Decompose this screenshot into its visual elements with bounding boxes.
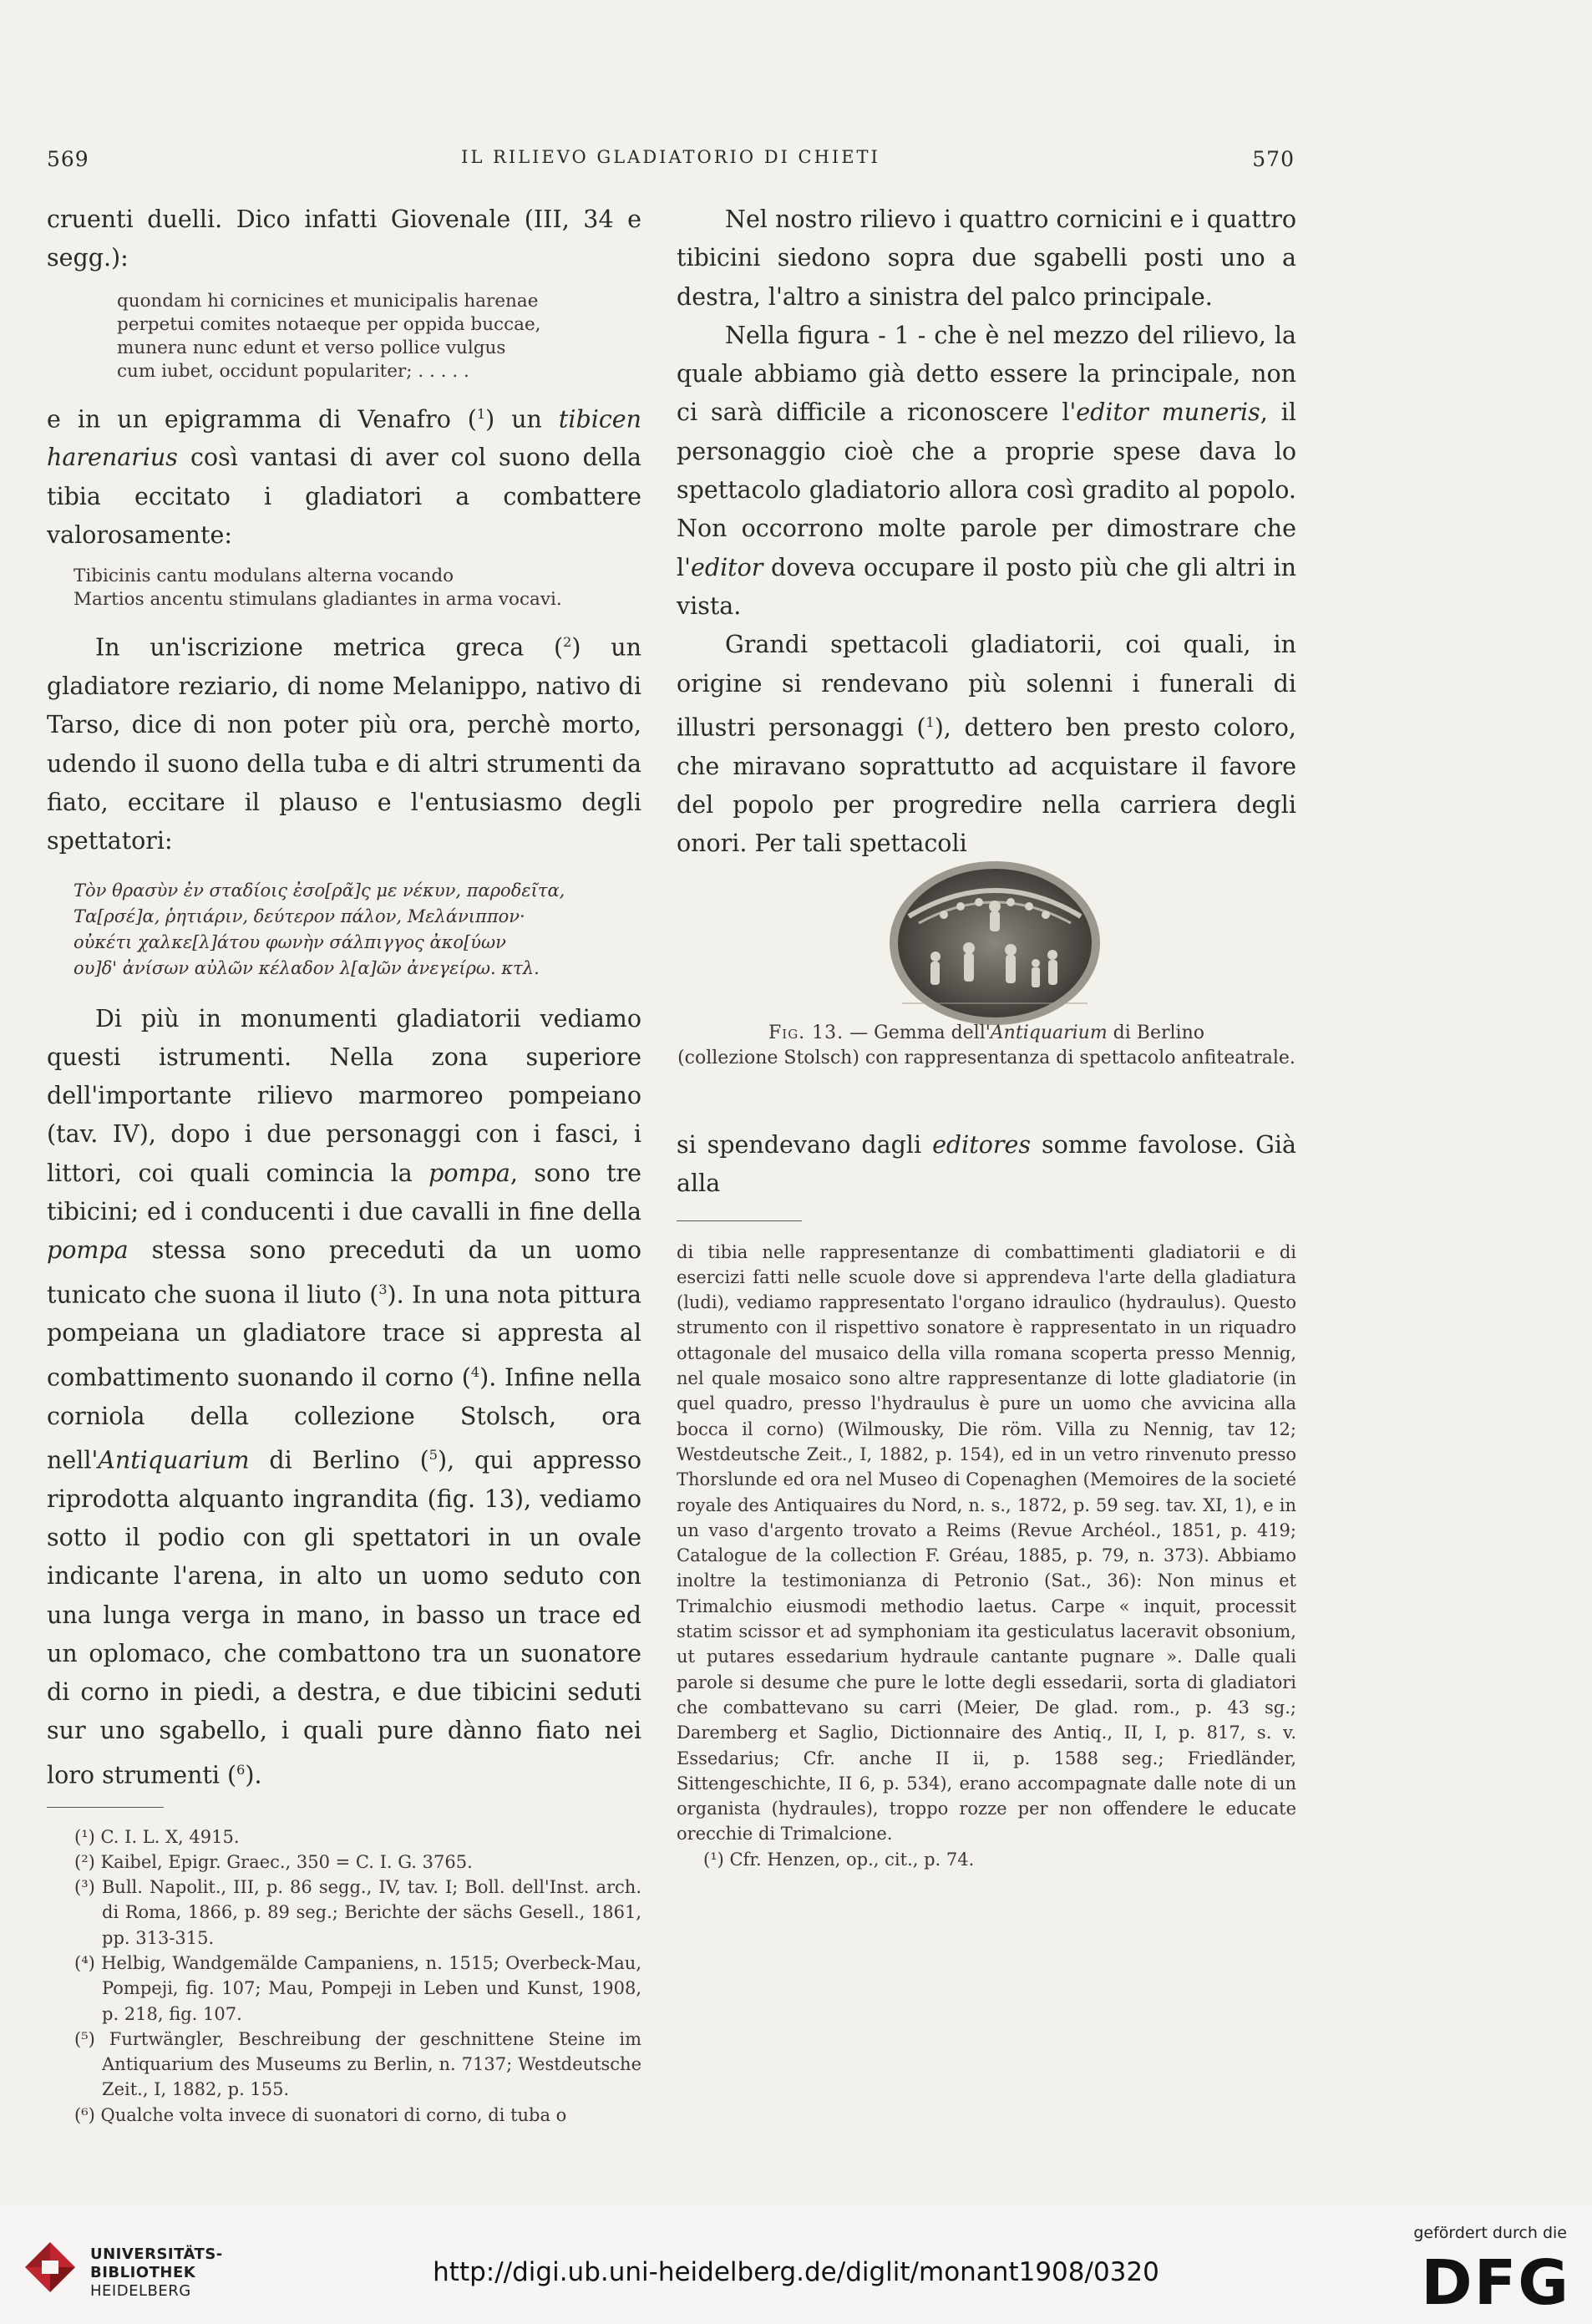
paragraph: cruenti duelli. Dico infatti Giovenale (III, 34 e segg.): (47, 206, 641, 272)
greek-line: Τα[ρσέ]α, ῥητιάριν, δεύτερον πάλον, Μελάνιππον· (74, 906, 525, 926)
greek-line: οὐκέτι χαλκε[λ]άτου φωνὴν σάλπιγγος ἀκο[ύων (74, 931, 506, 952)
page-number-right: 570 (1252, 147, 1295, 171)
footnote: (⁶) Qualche volta invece di suonatori di corno, di tuba o (74, 2104, 567, 2125)
greek-line: ου]δ' ἀνίσων αὐλῶν κέλαδον λ[α]ῶν ἀνεγείρω. κτλ. (74, 957, 540, 978)
paragraph: Nel nostro rilievo i quattro cornicini e i quattro tibicini siedono sopra due sgabelli posti uno a destra, l'altro a sinistra del palco principale. (677, 206, 1296, 311)
funding-label: gefördert durch die (1413, 2224, 1567, 2242)
left-column (47, 200, 641, 2128)
quote-line: munera nunc edunt et verso pollice vulgus (117, 337, 506, 358)
footnote-continuation: di tibia nelle rappresentanze di combattimenti gladiatorii e di esercizi fatti nelle scuole dove si apprendeva l'arte della gladiatura (ludi), vediamo rappresentato l'organo idraulico (hydraulus). Questo strumento con il rispettivo sonatore è rappresentato in un riquadro ottagonale del musaico della villa romana scoperta presso Mennig, nel quale mosaico sono altre rappresentanze di lotte gladiatorie (in quel quadro, presso l'hydraulus è pure un uomo che avvicina alla bocca il corno) (Wilmousky, Die röm. Villa zu Nennig, tav 12; Westdeutsche Zeit., I, 1882, p. 154), ed in un vetro rinvenuto presso Thorslunde ed ora nel Museo di Copenaghen (Memoires de la societé royale des Antiquaires du Nord, n. s., 1872, p. 59 seg. tav. XI, 1), e in un vaso d'argento trovato a Reims (Revue Archéol., 1851, p. 419; Catalogue de la collection F. Gréau, 1885, p. 79, n. 373). Abbiamo inoltre la testimonianza di Petronio (Sat., 36): Non minus et Trimalchio eiusmodi methodio laetus. Carpe « inquit, processit statim scissor et ad symphoniam ita gesticulatus laceravit obsonium, ut putares essedarium hydraule cantante pugnare ». Dalle quali parole si desume che pure le lotte degli essedarii, sorta di gladiatori che combattevano su carri (Meier, De glad. rom., p. 43 sg.; Daremberg et Saglio, Dictionnaire des Antiq., II, I, p. 817, s. v. Essedarius; Cfr. anche II ii, p. 1588 seg.; Friedländer, Sittengeschichte, II 6, p. 534), erano accompagnate dalle note di un organista (hydraules), troppo rozze per non offendere le educate orecchie di Trimalcione. (677, 1241, 1296, 1844)
quote-line: perpetui comites notaeque per oppida buccae, (117, 313, 541, 335)
permalink-url[interactable]: http://digi.ub.uni-heidelberg.de/diglit/monant1908/0320 (433, 2257, 1159, 2287)
footnote: (¹) Cfr. Henzen, op., cit., p. 74. (703, 1849, 975, 1870)
paragraph: si spendevano dagli editores somme favolose. Già alla (677, 1131, 1297, 1198)
footnotes (47, 1824, 641, 2129)
paragraph: Di più in monumenti gladiatorii vediamo questi istrumenti. Nella zona superiore dell'importante rilievo marmoreo pompeiano (tav. IV), dopo i due personaggi con i fasci, i littori, coi quali comincia la pompa, sono tre tibicini; ed i conducenti i due cavalli in fine della pompa stessa sono preceduti da un uomo tunicato che suona il liuto ($^3$). In una nota pittura pompeiana un gladiatore trace si appresta al combattimento suonando il corno ($^4$). Infine nella corniola della collezione Stolsch, ora nell'Antiquarium di Berlino ($^5$), qui appresso riprodotta alquanto ingrandita (fig. 13), vediamo sotto il podio con gli spettatori in un ovale indicante l'arena, in alto un uomo seduto con una lunga verga in mano, in basso un trace ed un oplomaco, che combattono tra un suonatore di corno in piedi, a destra, e due tibicini seduti sur uno sgabello, i quali pure dànno fiato nei loro strumenti ($^6$). (47, 1004, 642, 1789)
quote-line: Tibicinis cantu modulans alterna vocando (74, 566, 454, 587)
quote-line: Martios ancentu stimulans gladiantes in arma vocavi. (74, 589, 562, 611)
footnote: (²) Kaibel, Epigr. Graec., 350 = C. I. G. 3765. (74, 1851, 473, 1872)
latin-quote (47, 290, 641, 383)
figure-caption: Fig. 13. — Gemma dell'Antiquarium di Berlino (collezione Stolsch) con rappresentanza di spettacolo anfiteatrale. (677, 1022, 1295, 1068)
quote-line: cum iubet, occidunt populariter; . . . . . (117, 360, 469, 382)
right-column-lower (677, 1126, 1296, 1872)
footnote-rule (47, 1807, 164, 1808)
footnote: (⁵) Furtwängler, Beschreibung der geschnittene Steine im Antiquarium des Museums zu Berlin, n. 7137; Westdeutsche Zeit., I, 1882, p. 155. (74, 2028, 641, 2100)
paragraph: Grandi spettacoli gladiatorii, coi quali, in origine si rendevano più solenni i funerali di illustri personaggi ($^1$), dettero ben presto coloro, che miravano soprattutto ad acquistare il favore del popolo per progredire nella carriera degli onori. Per tali spettacoli (677, 631, 1296, 858)
right-column (677, 200, 1296, 864)
footnote-rule (677, 1220, 802, 1221)
latin-quote (47, 565, 641, 611)
paragraph: Nella figura - 1 - che è nel mezzo del rilievo, la quale abbiamo già detto essere la principale, non ci sarà difficile a riconoscere l'editor muneris, il personaggio cioè che a proprie spese dava lo spettacolo gladiatorio allora così gradito al popolo. Non occorrono molte parole per dimostrare che l'editor doveva occupare il posto più che gli altri in vista. (677, 321, 1296, 620)
footnotes (677, 1240, 1296, 1872)
running-title: IL RILIEVO GLADIATORIO DI CHIETI (461, 147, 880, 167)
dfg-logo: DFG (1421, 2247, 1570, 2319)
footnote: (³) Bull. Napolit., III, p. 86 segg., IV, tav. I; Boll. dell'Inst. arch. di Roma, 1866, p. 89 seg.; Berichte der sächs Gesell., 1861, pp. 313-315. (74, 1877, 641, 1948)
university-library-name: UNIVERSITÄTS- BIBLIOTHEK HEIDELBERG (90, 2245, 223, 2300)
footnote: (¹) C. I. L. X, 4915. (74, 1826, 240, 1847)
greek-line: Τὸν θρασὺν ἐν σταδίοις ἐσο[ρᾶ]ς με νέκυν, παροδεῖτα, (74, 880, 565, 901)
paragraph: e in un epigramma di Venafro ($^1$) un tibicen harenarius così vantasi di aver col suono della tibia eccitato i gladiatori a combattere valorosamente: (47, 405, 642, 549)
quote-line: quondam hi cornicines et municipalis harenae (117, 290, 539, 312)
paragraph: In un'iscrizione metrica greca ($^2$) un gladiatore reziario, di nome Melanippo, nativo di Tarso, dice di non poter più ora, perchè morto, udendo il suono della tuba e di altri strumenti da fiato, eccitare il plauso e l'entusiasmo degli spettatori: (47, 633, 641, 855)
gem-illustration (885, 856, 1104, 1030)
footnote: (⁴) Helbig, Wandgemälde Campaniens, n. 1515; Overbeck-Mau, Pompeji, fig. 107; Mau, Pompeji in Leben und Kunst, 1908, p. 218, fig. 107. (74, 1952, 641, 2024)
digitization-footer (0, 2205, 1592, 2324)
page-header (47, 147, 1295, 180)
page-number-left: 569 (47, 147, 89, 171)
greek-inscription (47, 878, 641, 982)
